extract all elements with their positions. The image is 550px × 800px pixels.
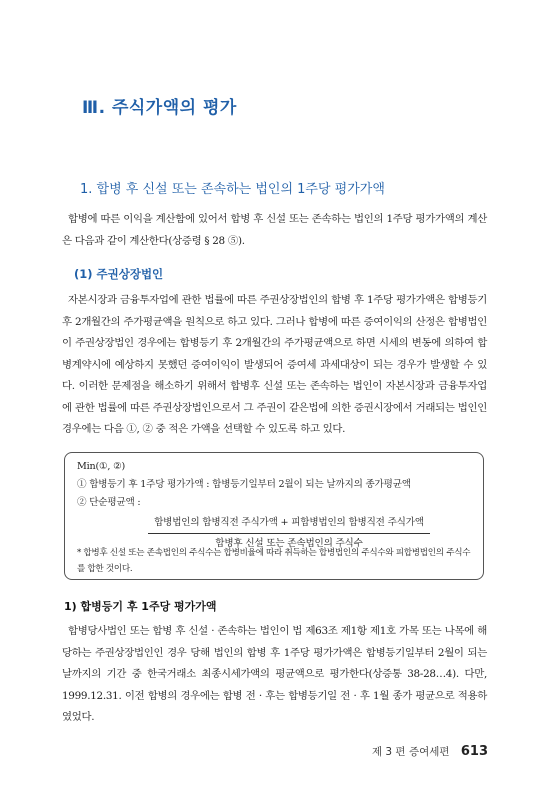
- formula-min: Min(①, ②): [77, 461, 126, 472]
- footer-part: 제 3 편: [371, 746, 406, 758]
- fraction-numerator: 합병법인의 합병직전 주식가액 + 피합병법인의 합병직전 주식가액: [148, 514, 430, 534]
- footer-title: 증여세편: [408, 746, 450, 758]
- chapter-heading: Ⅲ. 주식가액의 평가: [82, 98, 237, 118]
- listed-company-paragraph: 자본시장과 금융투자업에 관한 법률에 따른 주권상장법인의 합병 후 1주당 평가가액은 합병등기후 2개월간의 주가평균액을 원칙으로 하고 있다. 그러나 합병에 따른 증여이익의 산정은 합병법인이 주권상장법인 경우에는 합병등기 후 2개월간의 주가평균액으로 하면 시세의 변동에 의하여 합병계약시에 예상하지 못했던 증여이익이 발생되어 증여세 과세대상이 되는 경우가 발생할 수 있다. 이러한 문제점을 해소하기 위해서 합병후 신설 또는 존속하는 법인이 자본시장과 금융투자업에 관한 법률에 따른 주권상장법인으로서 그 주권이 같은법에 의한 증권시장에서 거래되는 법인인 경우에는 다음 ①, ② 중 적은 가액을 선택할 수 있도록 하고 있다.: [62, 294, 487, 435]
- formula-item-1: ① 합병등기 후 1주당 평가가액 : 합병등기일부터 2월이 되는 날까지의 종가평균액: [77, 479, 411, 490]
- page-footer: [372, 744, 488, 759]
- section-heading: 1. 합병 후 신설 또는 존속하는 법인의 1주당 평가가액: [80, 182, 385, 197]
- subsection-heading-listed: (1) 주권상장법인: [74, 267, 164, 281]
- formula-item-2: ② 단순평균액 :: [77, 497, 141, 508]
- subsection-heading-after-registration: 1) 합병등기 후 1주당 평가가액: [64, 600, 217, 613]
- formula-note: * 합병후 신설 또는 존속법인의 주식수는 합병비율에 따라 취득하는 합병법인의 주식수와 피합병법인의 주식수를 합한 것이다.: [77, 548, 471, 574]
- fraction-denominator: 합병후 신설 또는 존속법인의 주식수: [215, 538, 363, 549]
- page-number: 613: [460, 744, 488, 759]
- after-registration-paragraph: 합병당사법인 또는 합병 후 신설 · 존속하는 법인이 법 제63조 제1항 제1호 가목 또는 나목에 해당하는 주권상장법인인 경우 당해 법인의 합병 후 1주당 평가가액은 합병등기일부터 2월이 되는 날까지의 기간 중 한국거래소 최종시세가액의 평균액으로 평가한다(상증통 38-28…4). 다만, 1999.12.31. 이전 합병의 경우에는 합병 전 · 후는 합병등기일 전 · 후 1월 종가 평균으로 적용하였었다.: [62, 625, 487, 723]
- formula-box: [64, 452, 484, 580]
- intro-paragraph: 합병에 따른 이익을 계산함에 있어서 합병 후 신설 또는 존속하는 법인의 1주당 평가가액의 계산은 다음과 같이 계산한다(상증령 § 28 ⑤).: [62, 213, 487, 247]
